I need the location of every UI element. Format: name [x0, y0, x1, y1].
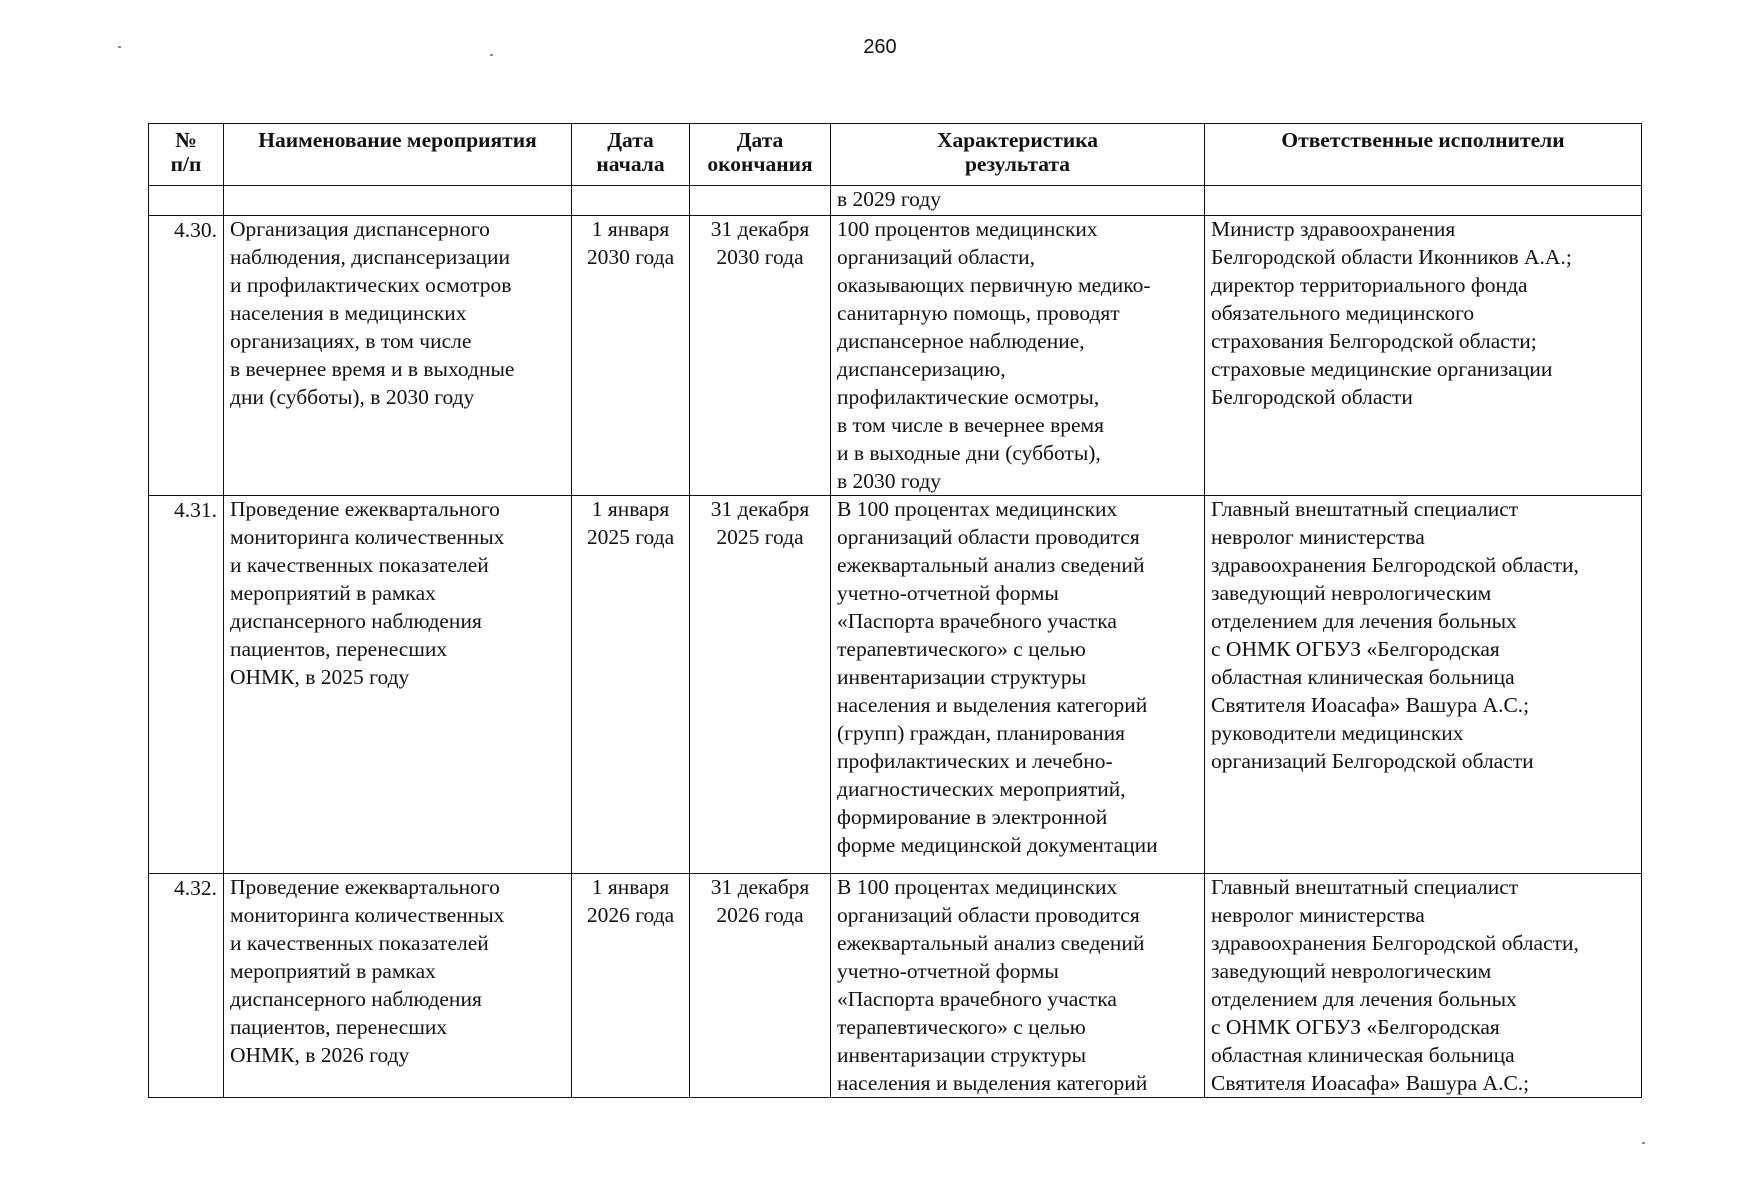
- cell-name: [224, 186, 572, 216]
- cell-name: Проведение ежеквартального мониторинга количественных и качественных показателей мероприятий в рамках диспансерного наблюдения пациентов, перенесших ОНМК, в 2025 году: [224, 496, 572, 874]
- cell-result: В 100 процентах медицинских организаций области проводится ежеквартальный анализ сведений учетно-отчетной формы «Паспорта врачебного участка терапевтического» с целью инвентаризации структуры населения и выделения категорий: [831, 874, 1205, 1098]
- table-row: [149, 216, 1642, 496]
- cell-responsible: Министр здравоохранения Белгородской области Иконников А.А.; директор территориального фонда обязательного медицинского страхования Белгородской области; страховые медицинские организации Белгородской области: [1205, 216, 1642, 496]
- cell-end: [690, 186, 831, 216]
- cell-responsible: Главный внештатный специалист невролог министерства здравоохранения Белгородской области, заведующий неврологическим отделением для лечения больных с ОНМК ОГБУЗ «Белгородская областная клиническая больница Святителя Иоасафа» Вашура А.С.; руководители медицинских организаций Белгородской области: [1205, 496, 1642, 874]
- cell-end: 31 декабря 2025 года: [690, 496, 831, 874]
- header-name: Наименование мероприятия: [224, 124, 572, 186]
- cell-name: Организация диспансерного наблюдения, диспансеризации и профилактических осмотров населения в медицинских организациях, в том числе в вечернее время и в выходные дни (субботы), в 2030 году: [224, 216, 572, 496]
- cell-start: 1 января 2030 года: [572, 216, 690, 496]
- scan-speck: [490, 54, 493, 56]
- cell-responsible: Главный внештатный специалист невролог министерства здравоохранения Белгородской области, заведующий неврологическим отделением для лечения больных с ОНМК ОГБУЗ «Белгородская областная клиническая больница Святителя Иоасафа» Вашура А.С.;: [1205, 874, 1642, 1098]
- cell-result: 100 процентов медицинских организаций области, оказывающих первичную медико- санитарную помощь, проводят диспансерное наблюдение, диспансеризацию, профилактические осмотры, в том числе в вечернее время и в выходные дни (субботы), в 2030 году: [831, 216, 1205, 496]
- cell-result: В 100 процентах медицинских организаций области проводится ежеквартальный анализ сведений учетно-отчетной формы «Паспорта врачебного участка терапевтического» с целью инвентаризации структуры населения и выделения категорий (групп) граждан, планирования профилактических и лечебно- диагностических мероприятий, формирование в электронной форме медицинской документации: [831, 496, 1205, 874]
- table-header-row: [149, 124, 1642, 186]
- table-row: [149, 874, 1642, 1098]
- cell-name: Проведение ежеквартального мониторинга количественных и качественных показателей мероприятий в рамках диспансерного наблюдения пациентов, перенесших ОНМК, в 2026 году: [224, 874, 572, 1098]
- header-end-date: Дата окончания: [690, 124, 831, 186]
- header-start-date: Дата начала: [572, 124, 690, 186]
- cell-num: [149, 186, 224, 216]
- cell-start: 1 января 2025 года: [572, 496, 690, 874]
- scan-speck: [1642, 1142, 1645, 1144]
- cell-num: 4.31.: [149, 496, 224, 874]
- cell-num: 4.32.: [149, 874, 224, 1098]
- page-number: 260: [863, 36, 897, 58]
- header-num: № п/п: [149, 124, 224, 186]
- header-responsible: Ответственные исполнители: [1205, 124, 1642, 186]
- cell-responsible: [1205, 186, 1642, 216]
- table-row: [149, 496, 1642, 874]
- cell-start: [572, 186, 690, 216]
- activities-table: [148, 123, 1642, 1098]
- cell-end: 31 декабря 2030 года: [690, 216, 831, 496]
- header-result: Характеристика результата: [831, 124, 1205, 186]
- table-row-continuation: [149, 186, 1642, 216]
- cell-start: 1 января 2026 года: [572, 874, 690, 1098]
- scan-speck: [118, 46, 121, 48]
- cell-result: в 2029 году: [831, 186, 1205, 216]
- cell-end: 31 декабря 2026 года: [690, 874, 831, 1098]
- cell-num: 4.30.: [149, 216, 224, 496]
